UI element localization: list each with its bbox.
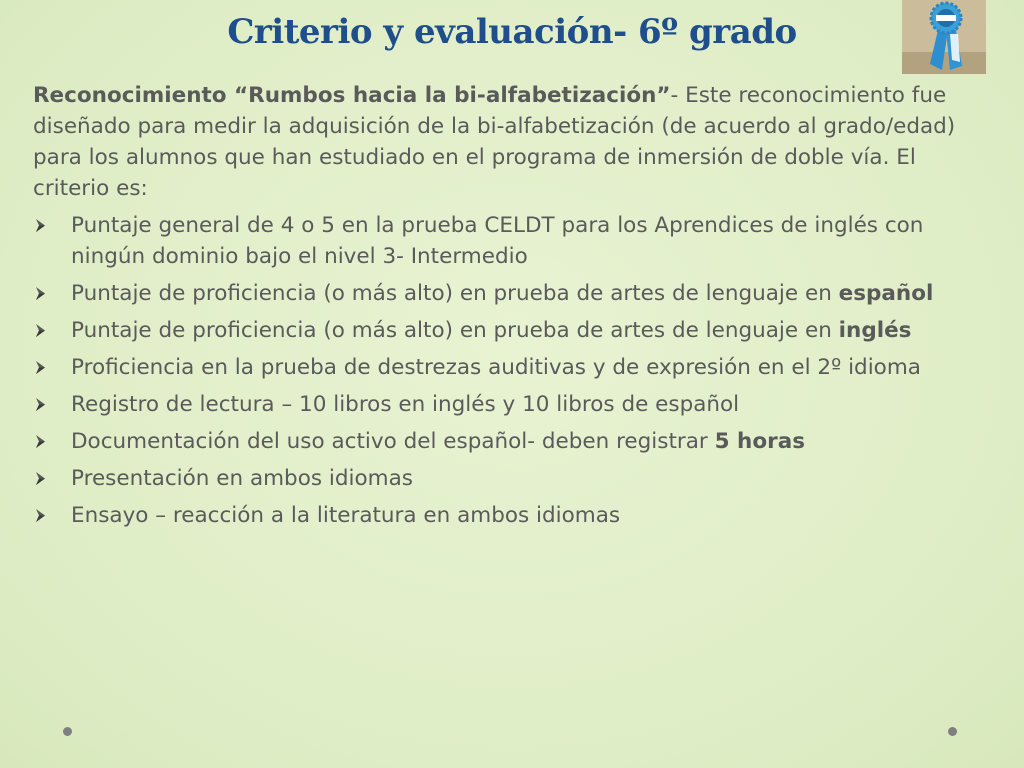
list-item [33, 426, 983, 457]
corner-dot-left [63, 727, 72, 736]
slide-body [33, 80, 983, 537]
arrow-bullet-icon [33, 278, 53, 309]
corner-dot-right [948, 727, 957, 736]
list-item [33, 315, 983, 346]
intro-lead: Reconocimiento “Rumbos hacia la bi-alfabetización” [33, 83, 671, 108]
list-item [33, 389, 983, 420]
list-item [33, 278, 983, 309]
list-item-text: Registro de lectura – 10 libros en inglés y 10 libros de español [71, 392, 740, 417]
list-item-text: Puntaje general de 4 o 5 en la prueba CELDT para los Aprendices de inglés con ningún dominio bajo el nivel 3- Intermedio [71, 213, 924, 269]
list-item-bold: inglés [838, 318, 912, 343]
list-item-text: Presentación en ambos idiomas [71, 466, 413, 491]
list-item [33, 500, 983, 531]
list-item-bold: 5 horas [714, 429, 806, 454]
arrow-bullet-icon [33, 315, 53, 346]
list-item-text: Documentación del uso activo del español- deben registrar [71, 429, 715, 454]
arrow-bullet-icon [33, 352, 53, 383]
list-item [33, 210, 983, 272]
list-item-text: Proficiencia en la prueba de destrezas auditivas y de expresión en el 2º idioma [71, 355, 921, 380]
list-item [33, 352, 983, 383]
list-item-bold: español [838, 281, 934, 306]
award-ribbon-icon [902, 0, 986, 74]
list-item-text: Puntaje de proficiencia (o más alto) en prueba de artes de lenguaje en [71, 318, 839, 343]
arrow-bullet-icon [33, 426, 53, 457]
slide-title: Criterio y evaluación- 6º grado [227, 12, 797, 52]
arrow-bullet-icon [33, 500, 53, 531]
intro-text: - Este reconocimiento fue diseñado para medir la adquisición de la bi-alfabetización (de acuerdo al grado/edad) para los alumnos que han estudiado en el programa de inmersión de doble vía. El criterio es: [33, 83, 956, 201]
list-item-text: Puntaje de proficiencia (o más alto) en prueba de artes de lenguaje en [71, 281, 839, 306]
intro-paragraph [33, 80, 983, 204]
criteria-list [33, 210, 983, 531]
list-item-text: Ensayo – reacción a la literatura en ambos idiomas [71, 503, 621, 528]
arrow-bullet-icon [33, 210, 53, 241]
arrow-bullet-icon [33, 389, 53, 420]
arrow-bullet-icon [33, 463, 53, 494]
award-ribbon-image [902, 0, 986, 74]
list-item [33, 463, 983, 494]
